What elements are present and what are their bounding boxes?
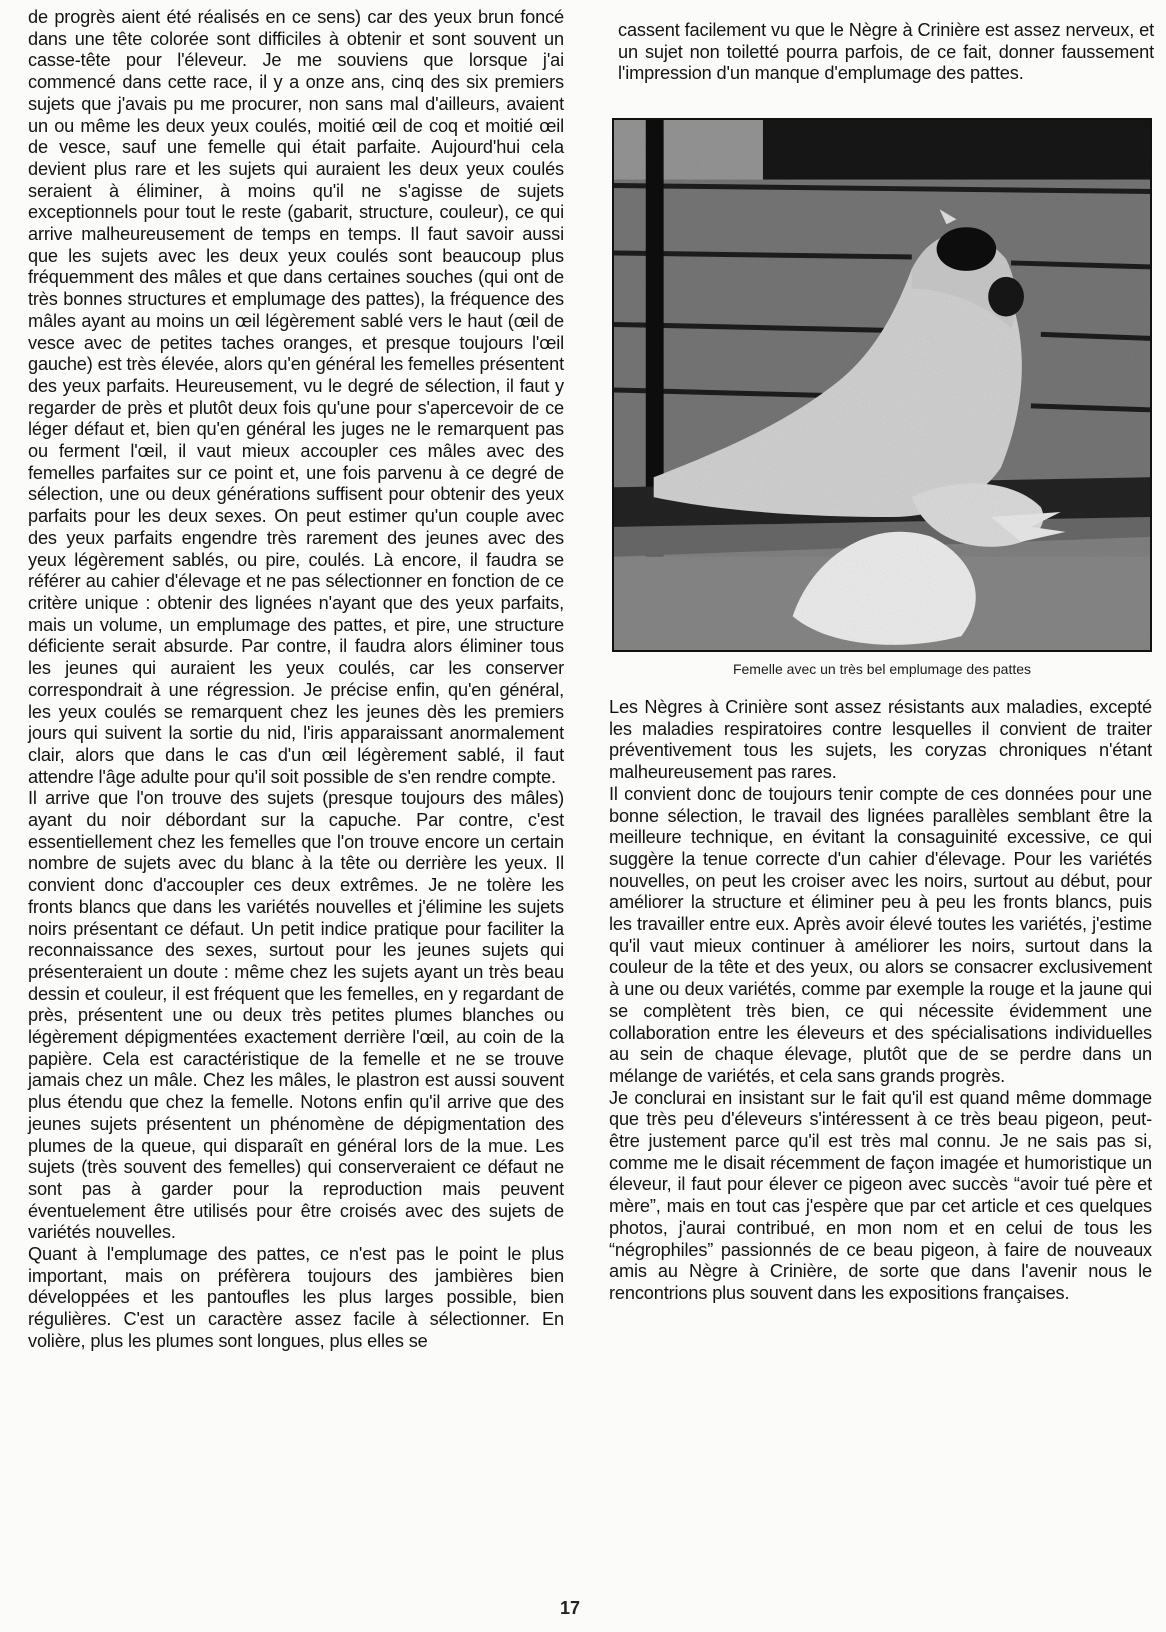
left-column — [28, 7, 564, 1353]
right-column-bottom — [609, 697, 1152, 1305]
pigeon-head — [937, 227, 997, 271]
paragraph-leg-feathering: Quant à l'emplumage des pattes, ce n'est pas le point le plus important, mais on préfèrera toujours des jambières bien développées et les pantoufles les plus larges possible, bien régulières. C'est un caractère assez facile à sélectionner. En volière, plus les plumes sont longues, plus elles se — [28, 1244, 564, 1351]
paragraph-continuation: cassent facilement vu que le Nègre à Crinière est assez nerveux, et un sujet non toiletté pourra parfois, de ce fait, donner faussement l'impression d'un manque d'emplumage des pattes. — [618, 20, 1154, 84]
paragraph-conclusion: Je conclurai en insistant sur le fait qu'il est quand même dommage que très peu d'éleveurs s'intéressent à ce très beau pigeon, peut-être justement parce qu'il est très mal connu. Je ne sais pas si, comme me le disait récemment de façon imagée et humoristique un éleveur, il faut pour élever ce pigeon avec succès “avoir tué père et mère”, mais en tout cas j'espère que par cet article et ces quelques photos, j'aurai contribué, en mon nom et en celui de tous les “négrophiles” passionnés de ce beau pigeon, à faire de nouveaux amis au Nègre à Crinière, de sorte que dans l'avenir nous le rencontrions plus souvent dans les expositions françaises. — [609, 1087, 1152, 1303]
paragraph-diseases: Les Nègres à Crinière sont assez résistants aux maladies, excepté les maladies respiratoires contre lesquelles il convient de traiter préventivement tous les sujets, les coryzas chroniques n'étant malheureusement pas rares. — [609, 697, 1152, 783]
pigeon-photo — [612, 118, 1152, 652]
right-column-top — [618, 20, 1154, 85]
photo-caption: Femelle avec un très bel emplumage des pattes — [732, 661, 1032, 677]
paragraph-head-markings: Il arrive que l'on trouve des sujets (presque toujours des mâles) ayant du noir débordant sur la capuche. Par contre, c'est essentiellement chez les femelles que l'on trouve encore un certain nombre de sujets avec du blanc à la tête ou derrière les yeux. Il convient donc d'accoupler ces deux extrêmes. Je ne tolère les fronts blancs que dans les variétés nouvelles et j'élimine les sujets noirs présentant ce défaut. Un petit indice pratique pour faciliter la reconnaissance des sexes, surtout pour les jeunes sujets qui présenteraient un doute : même chez les sujets ayant un très beau dessin et couleur, il est fréquent que les femelles, en y regardant de près, présentent une ou deux très petites plumes blanches ou légèrement dépigmentées exactement derrière l'œil, au coin de la papière. Cela est caractéristique de la femelle et ne se trouve jamais chez un mâle. Chez les mâles, le plastron est aussi souvent plus étendu que chez la femelle. Notons enfin qu'il arrive que des jeunes sujets présentent un phénomène de dépigmentation des plumes de la queue, qui disparaît en général lors de la mue. Les sujets (très souvent des femelles) qui conserveraient ce défaut ne sont pas à garder pour la reproduction mais peuvent éventuelement être utilisés pour être croisés avec des sujets de variétés nouvelles. — [28, 788, 564, 1243]
photo-dark-band — [763, 120, 1150, 180]
pigeon-photo-illustration — [614, 120, 1150, 650]
page-number: 17 — [559, 1598, 581, 1618]
paragraph-selection: Il convient donc de toujours tenir compte de ces données pour une bonne sélection, le travail des lignées parallèles semblant être la meilleure technique, en évitant la consaguinité excessive, ce qui suggère la tenue correcte d'un cahier d'élevage. Pour les variétés nouvelles, on peut les croiser avec les noirs, surtout au début, pour améliorer la structure et éliminer peu à peu les fronts blancs, puis les travailler entre eux. Après avoir élevé toutes les variétés, j'estime qu'il vaut mieux continuer à améliorer les noirs, surtout dans la couleur de la tête et des yeux, ou alors se consacrer exclusivement à une ou deux variétés, comme par exemple la rouge et la jaune qui se complètent très bien, ce qui nécessite évidemment une collaboration entre les éleveurs et des spécialisations individuelles au sein de chaque élevage, plutôt que de se perdre dans un mélange de variétés, et cela sans grands progrès. — [609, 783, 1152, 1086]
paragraph-eyes: de progrès aient été réalisés en ce sens) car des yeux brun foncé dans une tête colorée sont difficiles à obtenir et sont souvent un casse-tête pour l'éleveur. Je me souviens que lorsque j'ai commencé dans cette race, il y a onze ans, cinq des six premiers sujets que j'avais pu me procurer, non sans mal d'ailleurs, avaient un ou même les deux yeux coulés, moitié œil de coq et moitié œil de vesce, sauf une femelle qui était parfaite. Aujourd'hui cela devient plus rare et les sujets qui auraient les deux yeux coulés seraient à éliminer, à moins qu'il ne s'agisse de sujets exceptionnels pour tout le reste (gabarit, structure, couleur), ce qui arrive malheureusement de temps en temps. Il faut savoir aussi que les sujets avec les deux yeux coulés sont beaucoup plus fréquemment des mâles et que dans certaines souches (qui ont de très bonnes structures et emplumage des pattes), la fréquence des mâles ayant au moins un œil légèrement sablé vers le haut (œil de vesce avec de petites taches oranges, et presque toujours l'œil gauche) est très élevée, alors qu'en général les femelles présentent des yeux parfaits. Heureusement, vu le degré de sélection, il faut y regarder de près et plutôt deux fois qu'une pour s'apercevoir de ce léger défaut et, bien qu'en général les juges ne le remarquent pas ou ferment l'œil, il vaut mieux accoupler ces mâles avec des femelles parfaites sur ce point et, une fois parvenu à ce degré de sélection, une ou deux générations suffisent pour obtenir des yeux parfaits pour les deux sexes. On peut estimer qu'un couple avec des yeux parfaits engendre très rarement des jeunes avec des yeux légèrement sablés, ou pire, coulés. Là encore, il faudra se référer au cahier d'élevage et ne pas sélectionner en fonction de ce critère unique : obtenir des lignées n'ayant que des yeux parfaits, mais un volume, un emplumage des pattes, et pire, une structure déficiente serait absurde. Par contre, il faudra alors éliminer tous les jeunes qui auraient les yeux coulés, car les conserver correspondrait à une régression. Je précise enfin, qu'en général, les yeux coulés se remarquent chez les jeunes dès les premiers jours qui suivent la sortie du nid, l'iris apparaissant anormalement clair, alors que dans le cas d'un œil légèrement sablé, il faut attendre l'âge adulte pour qu'il soit possible de s'en rendre compte. — [28, 7, 564, 787]
